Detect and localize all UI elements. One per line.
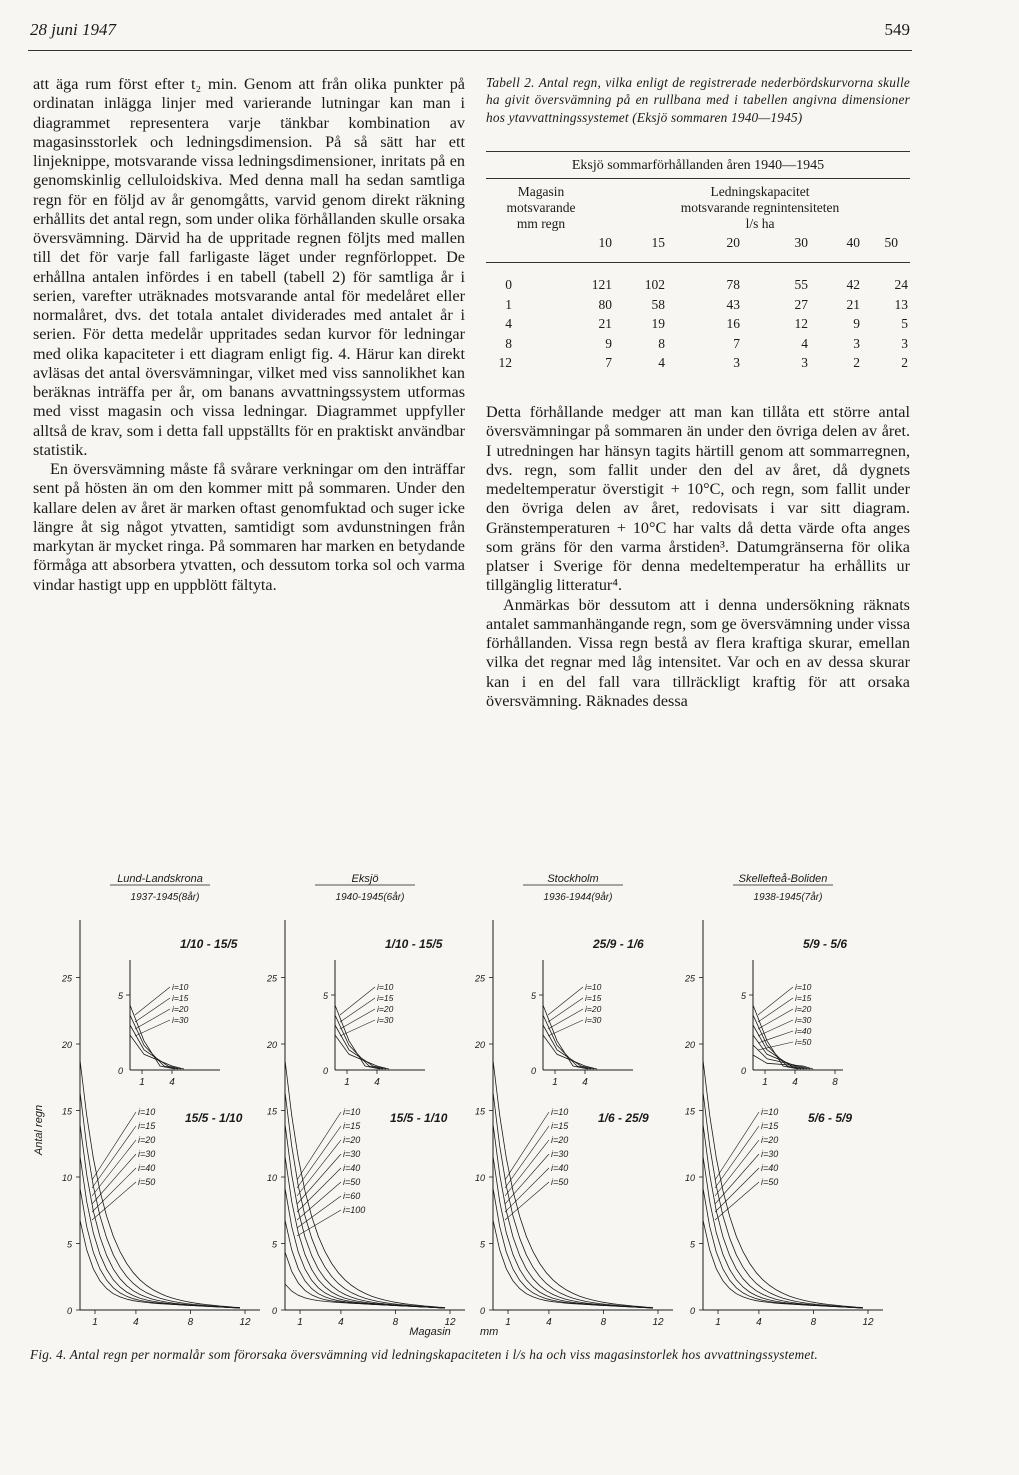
winter-curve-key: i=40 (795, 1026, 812, 1036)
winter-curve-key: i=10 (377, 982, 394, 992)
y-tick-label: 25 (266, 973, 277, 984)
table-cell: 42 (846, 277, 860, 292)
table-cell: 7 (605, 355, 612, 370)
summer-leader-line (92, 1112, 136, 1180)
summer-curve-key: i=100 (343, 1205, 366, 1215)
right-column (486, 403, 910, 711)
y-tick-label: 20 (684, 1040, 695, 1050)
x-tick-label: 1 (505, 1317, 511, 1328)
x-tick-label: 8 (392, 1317, 399, 1328)
table-cell: 55 (794, 277, 808, 292)
capacity-header-20: 20 (726, 235, 740, 250)
x-tick-label: 4 (756, 1317, 762, 1328)
figure-4 (30, 860, 920, 1340)
left-paragraph-2: En översvämning måste få svårare verkningar om den inträffar sent på hösten än om den kommer mitt på sommaren. Under den kallare delen av året är marken oftast genomfuktad och suger icke längre åt sig något ytvatten, samtidigt som avdunstningen från markytan är mycket ringa. På sommaren har marken en betydande förmåga att absorbera ytvatten, och dessutom torka sol och varma vindar hastigt upp en uppblött fältyta. (33, 460, 465, 594)
table-cell: 2 (853, 355, 860, 370)
summer-curve-key: i=40 (761, 1163, 779, 1173)
table-cell: 7 (733, 335, 740, 351)
magasin-header-line-2: motsvarande (506, 200, 576, 215)
y-tick-label: 5 (479, 1239, 485, 1250)
table-cell: 9 (853, 316, 860, 331)
summer-curve (285, 1124, 445, 1308)
y-tick-label: 20 (266, 1040, 277, 1050)
magasin-header-line-1: Magasin (517, 184, 565, 199)
winter-leader-line (758, 998, 793, 1022)
inset-x-tick-label: 4 (792, 1077, 798, 1088)
table-col-capacity-header (610, 184, 910, 232)
inset-x-tick-label: 4 (374, 1077, 380, 1088)
table-caption: Tabell 2. Antal regn, vilka enligt de registrerade nederbördskurvorna skulle ha givit översvämning på en rullbana med i tabellen angivna dimensioner hos ytavvattningssystemet (Eksjö sommaren 1940—1945) (486, 75, 910, 125)
table-cell: 27 (794, 296, 808, 312)
y-tick-label: 5 (689, 1239, 695, 1250)
summer-curve-key: i=30 (343, 1149, 361, 1159)
summer-curve-key: i=15 (761, 1121, 779, 1131)
y-tick-label: 25 (684, 973, 695, 984)
inset-x-tick-label: 8 (832, 1077, 838, 1088)
winter-leader-line (340, 1009, 375, 1029)
summer-curve-key: i=30 (761, 1149, 779, 1159)
left-paragraph-1: att äga rum först efter t₂ min. Genom att från olika punkter på ordinatan inlägga linjer med varierande lutningar kan man i diagrammet representera varje tänkbar kombination av magasinsstorlek och ledningsdimension. På så sätt har ett linjeknippe, motsvarande vissa ledningsdimensioner, inritats på en genomskinlig celluloidskiva. Med denna mall ha sedan samtliga regn för en följd av år genomgåtts, varvid genom direkt räkning erhållits det antal regn, som under olika förhållanden skulle orsaka översvämning. Därvid ha de uppritade regnen följts med mallen till det för varje fall farligaste läget under regnförloppet. De erhållna antalen infördes i en tabell (tabell 2) för samtliga år i serien, varefter uträknades motsvarande antal för medelåret eller normalåret, dvs. det totala antalet dividerades med antalet år i serien. För detta medelår uppritades sedan kurvor för ledningar med olika kapaciteter i ett diagram enligt fig. 4. Härur kan direkt avläsas det antal översvämningar, vilket med viss sannolikhet kan beräknas inträffa per år, om banans avvattningssystem utformas med visst magasin och vissa ledningar. Diagrammet uppfyller alltså de krav, som i detta fall uppställts för en praktiskt användbar statistik. (33, 75, 465, 459)
table-rule-top (486, 151, 910, 152)
table-cell: 21 (846, 296, 860, 312)
summer-curve-key: i=15 (138, 1121, 156, 1131)
header-rule (28, 50, 912, 51)
y-tick-label: 0 (479, 1306, 485, 1316)
x-tick-label: 12 (862, 1317, 874, 1328)
table-cell-magasin: 1 (505, 296, 512, 312)
inset-zero-label: 0 (740, 1066, 746, 1076)
inset-y-tick-label: 5 (117, 991, 123, 1001)
winter-curve-key: i=15 (795, 993, 812, 1003)
table-cell: 3 (901, 335, 908, 351)
x-axis-label-mm: mm (480, 1326, 499, 1338)
capacity-header-line-1: Ledningskapacitet (710, 184, 810, 199)
x-tick-label: 4 (133, 1317, 139, 1328)
x-tick-label: 4 (546, 1317, 552, 1328)
table-cell: 2 (901, 355, 908, 370)
panel-period: 1936-1944(9år) (543, 892, 613, 903)
x-tick-label: 1 (92, 1317, 98, 1328)
page-header (30, 20, 910, 50)
table-col-magasin-header (486, 184, 596, 232)
x-tick-label: 12 (444, 1317, 456, 1328)
summer-leader-line (297, 1112, 341, 1180)
x-tick-label: 1 (297, 1317, 303, 1328)
winter-curve (753, 1045, 810, 1069)
panel-period: 1938-1945(7år) (753, 892, 823, 903)
table-cell: 9 (605, 335, 612, 351)
summer-curve-key: i=50 (138, 1177, 156, 1187)
summer-curve-key: i=50 (761, 1177, 779, 1187)
summer-curve (703, 1060, 863, 1308)
summer-curve-key: i=20 (551, 1135, 569, 1145)
table-cell: 21 (598, 316, 612, 331)
y-tick-label: 15 (684, 1106, 695, 1117)
winter-leader-line (758, 1020, 793, 1036)
table-cell-magasin: 8 (505, 335, 512, 351)
table-cell: 12 (794, 316, 808, 331)
x-tick-label: 12 (652, 1317, 664, 1328)
summer-curve (493, 1124, 653, 1308)
inset-y-tick-label: 5 (740, 991, 746, 1001)
winter-curve-key: i=20 (377, 1004, 394, 1014)
winter-curve-key: i=30 (585, 1015, 602, 1025)
left-column (33, 75, 465, 595)
winter-leader-line (135, 987, 170, 1015)
y-tick-label: 5 (66, 1239, 72, 1250)
inset-x-tick-label: 4 (169, 1077, 175, 1088)
y-tick-label: 5 (271, 1239, 277, 1250)
summer-curve-key: i=10 (761, 1107, 779, 1117)
header-date: 28 juni 1947 (30, 20, 116, 39)
winter-period-label: 5/9 - 5/6 (803, 937, 848, 951)
table-cell: 80 (598, 296, 612, 312)
winter-leader-line (340, 998, 375, 1022)
winter-leader-line (340, 987, 375, 1015)
winter-curve-key: i=30 (172, 1015, 189, 1025)
right-paragraph-1: Detta förhållande medger att man kan tillåta ett större antal översvämningar på sommaren än under den övriga delen av året. I utredningen har hänsyn tagits härtill genom att sommarregnen, dvs. regn, som fallit under den del av året, då dygnets medeltemperatur överstigit + 10°C, och regn, som fallit under den övriga delen av året, redovisats i var sitt diagram. Gränstemperaturen + 10°C har valts då detta värde ofta anges som gräns för den varma årstiden³. Datumgränserna för olika platser i Sverige för denna medeltemperatur ha erhållits ur tillgänglig litteratur⁴. (486, 403, 910, 595)
summer-curve-key: i=10 (138, 1107, 156, 1117)
winter-curve-key: i=20 (795, 1004, 812, 1014)
summer-curve-key: i=40 (343, 1163, 361, 1173)
table-cell: 3 (801, 355, 808, 370)
winter-leader-line (758, 1009, 793, 1029)
x-tick-label: 8 (187, 1317, 194, 1328)
summer-leader-line (505, 1168, 549, 1212)
winter-leader-line (135, 1020, 170, 1036)
summer-curve (703, 1124, 863, 1308)
summer-curve-key: i=15 (551, 1121, 569, 1131)
y-axis-label: Antal regn (33, 1104, 45, 1156)
table-cell: 121 (591, 277, 612, 292)
summer-leader-line (505, 1112, 549, 1180)
summer-curve (285, 1252, 445, 1308)
summer-leader-line (715, 1112, 759, 1180)
table-cell: 5 (901, 316, 908, 331)
x-axis-label-magasin: Magasin (409, 1326, 451, 1338)
capacity-header-15: 15 (651, 235, 665, 250)
y-tick-label: 15 (61, 1106, 72, 1117)
winter-curve-key: i=30 (377, 1015, 394, 1025)
page-number: 549 (884, 20, 910, 39)
y-tick-label: 15 (266, 1106, 277, 1117)
winter-period-label: 1/10 - 15/5 (180, 937, 238, 951)
summer-curve-key: i=20 (343, 1135, 361, 1145)
winter-curve-key: i=15 (585, 993, 602, 1003)
panel-station-title: Lund-Landskrona (117, 873, 203, 885)
table-cell: 4 (801, 335, 808, 351)
panel-station-title: Eksjö (351, 873, 379, 885)
winter-leader-line (135, 1009, 170, 1029)
winter-curve-key: i=15 (377, 993, 394, 1003)
summer-curve (80, 1124, 240, 1308)
table-cell: 3 (853, 335, 860, 351)
summer-curve (80, 1060, 240, 1308)
inset-zero-label: 0 (322, 1066, 328, 1076)
summer-curve-key: i=20 (138, 1135, 156, 1145)
summer-curve (285, 1284, 445, 1308)
summer-curve (285, 1060, 445, 1308)
table-cell: 13 (894, 296, 908, 312)
summer-curve-key: i=40 (551, 1163, 569, 1173)
y-tick-label: 10 (474, 1173, 485, 1183)
panel-station-title: Skellefteå-Boliden (738, 873, 828, 885)
right-paragraph-2: Anmärkas bör dessutom att i denna undersökning räknats antalet sammanhängande regn, som ge översvämning under vissa förhållanden. Vissa regn bestå av flera kraftiga skurar, emellan vilka det regnar med låg intensitet. Var och en av dessa skurar kan i en del fall vara tillräckligt kraftig för att orsaka översvämning. Räknades dessa (486, 595, 910, 710)
inset-x-tick-label: 1 (139, 1077, 145, 1088)
x-tick-label: 4 (338, 1317, 344, 1328)
winter-curve-key: i=20 (172, 1004, 189, 1014)
winter-leader-line (548, 987, 583, 1015)
table-cell-magasin: 0 (505, 277, 512, 292)
y-tick-label: 25 (474, 973, 485, 984)
panel-period: 1940-1945(6år) (335, 892, 405, 903)
y-tick-label: 25 (61, 973, 72, 984)
winter-curve-key: i=15 (172, 993, 189, 1003)
inset-x-tick-label: 1 (344, 1077, 350, 1088)
inset-y-tick-label: 5 (530, 991, 536, 1001)
magasin-header-line-3: mm regn (516, 216, 566, 231)
y-tick-label: 0 (66, 1306, 72, 1316)
capacity-header-30: 30 (794, 235, 808, 250)
summer-curve-key: i=60 (343, 1191, 361, 1201)
winter-period-label: 25/9 - 1/6 (593, 937, 644, 951)
capacity-header-50: 50 (884, 235, 898, 250)
winter-period-label: 1/10 - 15/5 (385, 937, 443, 951)
winter-curve-key: i=30 (795, 1015, 812, 1025)
y-tick-label: 10 (684, 1173, 695, 1183)
y-tick-label: 20 (474, 1040, 485, 1050)
inset-y-tick-label: 5 (322, 991, 328, 1001)
winter-curve-key: i=50 (795, 1037, 812, 1047)
table-cell: 102 (644, 277, 665, 292)
y-tick-label: 10 (266, 1173, 277, 1183)
table-cell: 4 (658, 355, 665, 370)
summer-curve-key: i=30 (138, 1149, 156, 1159)
inset-x-tick-label: 1 (552, 1077, 558, 1088)
summer-period-label: 5/6 - 5/9 (808, 1111, 853, 1125)
winter-leader-line (340, 1020, 375, 1036)
capacity-header-line-2: motsvarande regnintensiteten (680, 200, 840, 215)
figure-caption: Fig. 4. Antal regn per normalår som förorsaka översvämning vid ledningskapaciteten i l/s ha och viss magasinstorlek hos avvattningssystemet. (30, 1347, 818, 1362)
table-region: Eksjö sommarförhållanden åren 1940—1945 (571, 158, 825, 173)
winter-leader-line (548, 1009, 583, 1029)
inset-x-tick-label: 1 (762, 1077, 768, 1088)
winter-curve-key: i=10 (172, 982, 189, 992)
y-tick-label: 15 (474, 1106, 485, 1117)
table-cell-magasin: 4 (505, 316, 512, 331)
table-rule-region (486, 178, 910, 179)
x-tick-label: 8 (600, 1317, 607, 1328)
summer-curve-key: i=50 (551, 1177, 569, 1187)
summer-leader-line (715, 1168, 759, 1212)
summer-curve-key: i=10 (343, 1107, 361, 1117)
summer-curve-key: i=40 (138, 1163, 156, 1173)
table-cell: 24 (894, 277, 908, 292)
inset-x-tick-label: 4 (582, 1077, 588, 1088)
table-rule-header (486, 262, 910, 263)
x-tick-label: 12 (239, 1317, 251, 1328)
summer-leader-line (297, 1168, 341, 1212)
table-cell-magasin: 12 (498, 355, 512, 370)
winter-curve-key: i=10 (795, 982, 812, 992)
winter-leader-line (758, 987, 793, 1015)
winter-leader-line (548, 998, 583, 1022)
table-cell: 3 (733, 355, 740, 370)
table-cell: 78 (726, 277, 740, 292)
table-cell: 58 (651, 296, 665, 312)
y-tick-label: 10 (61, 1173, 72, 1183)
table-cell: 43 (726, 296, 740, 312)
winter-curve-key: i=20 (585, 1004, 602, 1014)
summer-curve-key: i=30 (551, 1149, 569, 1159)
summer-period-label: 15/5 - 1/10 (390, 1111, 448, 1125)
capacity-header-10: 10 (598, 235, 612, 250)
x-tick-label: 1 (715, 1317, 721, 1328)
table-cell: 19 (651, 316, 665, 331)
summer-curve (493, 1060, 653, 1308)
x-tick-label: 8 (810, 1317, 817, 1328)
table-cell: 16 (726, 316, 740, 331)
capacity-header-line-3: l/s ha (745, 216, 775, 231)
summer-leader-line (92, 1168, 136, 1212)
inset-zero-label: 0 (530, 1066, 536, 1076)
inset-zero-label: 0 (117, 1066, 123, 1076)
panel-period: 1937-1945(8år) (130, 892, 200, 903)
y-tick-label: 0 (271, 1306, 277, 1316)
summer-curve-key: i=10 (551, 1107, 569, 1117)
figure-4-graphic (30, 860, 920, 1340)
table-cell: 8 (658, 335, 665, 351)
winter-leader-line (135, 998, 170, 1022)
summer-period-label: 1/6 - 25/9 (598, 1111, 649, 1125)
summer-curve-key: i=15 (343, 1121, 361, 1131)
panel-station-title: Stockholm (547, 873, 599, 885)
capacity-header-40: 40 (846, 235, 860, 250)
winter-curve-key: i=10 (585, 982, 602, 992)
summer-period-label: 15/5 - 1/10 (185, 1111, 243, 1125)
y-tick-label: 0 (689, 1306, 695, 1316)
winter-leader-line (548, 1020, 583, 1036)
summer-curve-key: i=50 (343, 1177, 361, 1187)
summer-curve-key: i=20 (761, 1135, 779, 1145)
y-tick-label: 20 (61, 1040, 72, 1050)
